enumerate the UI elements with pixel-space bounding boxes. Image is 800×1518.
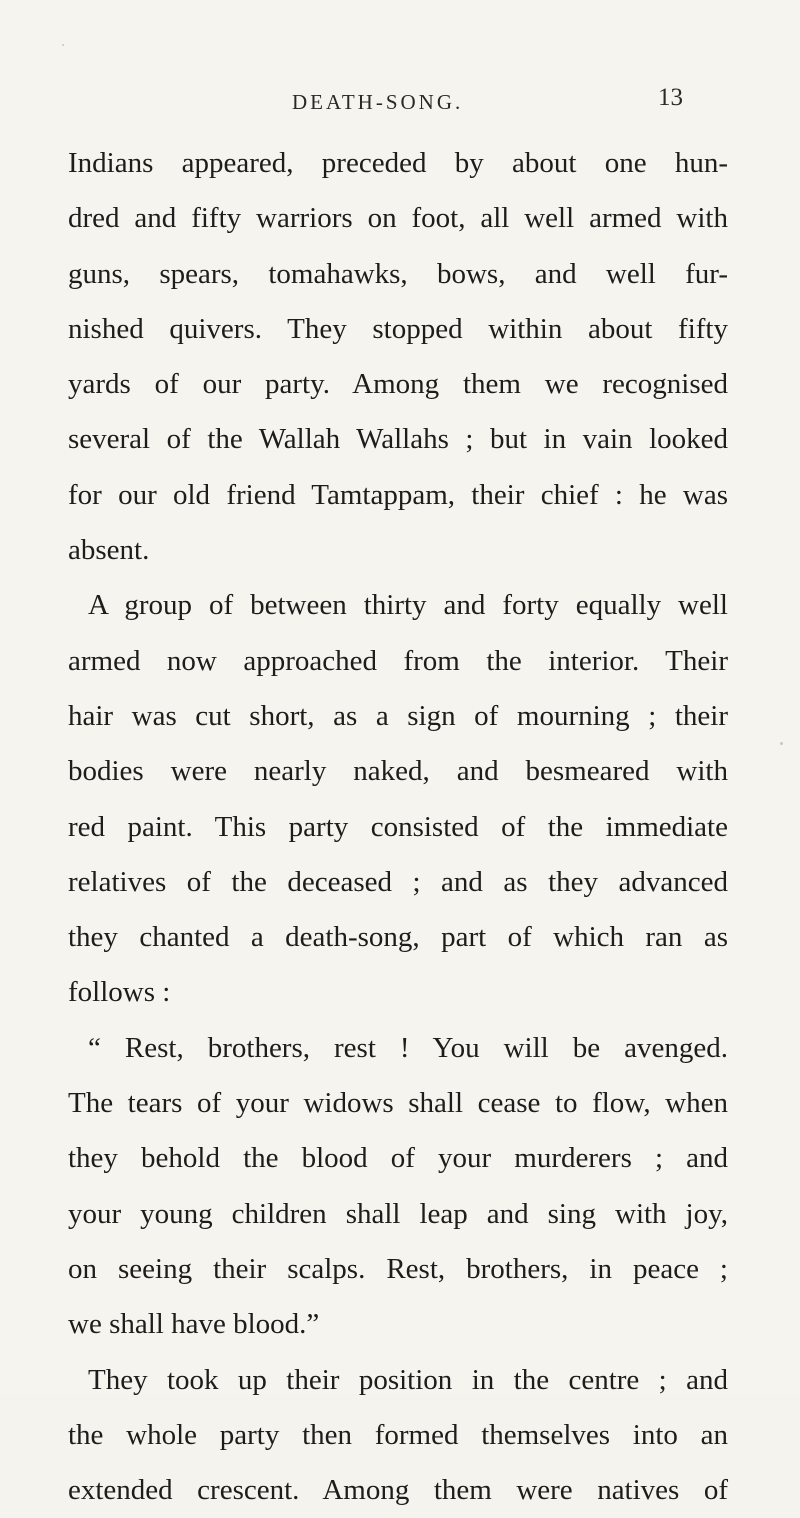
text-line: they chanted a death-song, part of which ran as: [68, 921, 728, 954]
text-line: “ Rest, brothers, rest ! You will be avenged.: [88, 1031, 728, 1064]
running-title: DEATH-SONG.: [292, 90, 464, 114]
body-text: [68, 136, 728, 1518]
text-line: extended crescent. Among them were natives of: [68, 1474, 728, 1507]
paper-speck: [62, 44, 64, 46]
text-line: armed now approached from the interior. Their: [68, 644, 728, 677]
text-line: dred and fifty warriors on foot, all well armed with: [68, 202, 728, 235]
text-line: relatives of the deceased ; and as they advanced: [68, 865, 728, 898]
text-line: several of the Wallah Wallahs ; but in vain looked: [68, 423, 728, 456]
text-line: nished quivers. They stopped within about fifty: [68, 312, 728, 345]
text-line: the whole party then formed themselves into an: [68, 1418, 728, 1451]
text-line: They took up their position in the centre ; and: [88, 1363, 728, 1396]
page-number: 13: [658, 84, 683, 111]
running-head: [0, 84, 800, 120]
text-line: absent.: [68, 534, 150, 567]
paper-speck: [780, 742, 783, 745]
text-line: on seeing their scalps. Rest, brothers, in peace ;: [68, 1252, 728, 1285]
text-line: Indians appeared, preceded by about one hun-: [68, 147, 728, 179]
text-line: for our old friend Tamtappam, their chief : he was: [68, 478, 728, 511]
text-line: follows :: [68, 976, 171, 1009]
text-line: they behold the blood of your murderers ; and: [68, 1142, 728, 1175]
text-line: yards of our party. Among them we recognised: [68, 368, 728, 401]
text-line: your young children shall leap and sing with joy,: [68, 1197, 728, 1230]
text-line: A group of between thirty and forty equally well: [88, 589, 728, 622]
text-line: guns, spears, tomahawks, bows, and well fur-: [68, 257, 728, 290]
text-line: bodies were nearly naked, and besmeared with: [68, 755, 728, 788]
text-line: we shall have blood.”: [68, 1308, 320, 1341]
text-line: The tears of your widows shall cease to flow, when: [68, 1087, 728, 1120]
text-line: hair was cut short, as a sign of mourning ; their: [68, 699, 728, 732]
text-line: red paint. This party consisted of the immediate: [68, 810, 728, 843]
